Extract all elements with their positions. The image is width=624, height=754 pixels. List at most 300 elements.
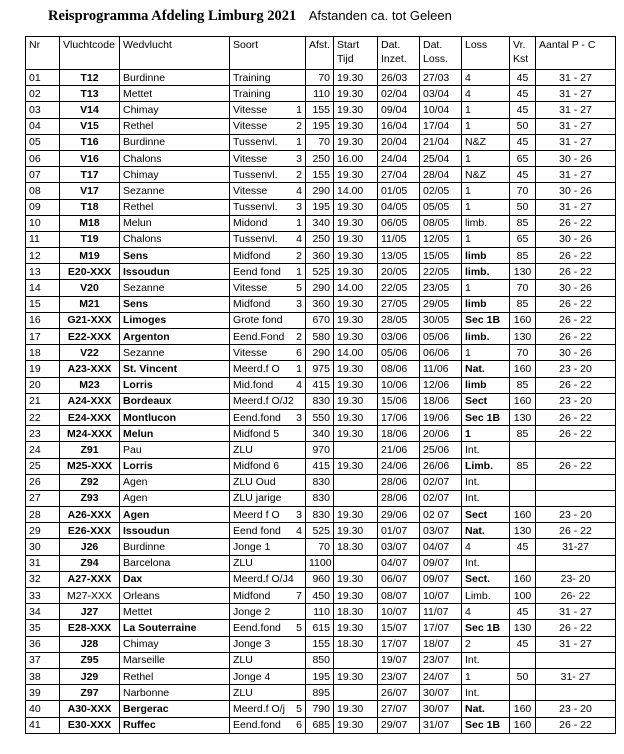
soort-label: ZLU	[233, 443, 253, 456]
soort-label: Vitesse	[233, 120, 268, 133]
cell-vluchtcode: M27-XXX	[60, 588, 120, 604]
cell-dat-loss: 31/07	[420, 717, 462, 733]
cell-wedvlucht: Pau	[120, 442, 230, 458]
cell-wedvlucht: Burdinne	[120, 70, 230, 86]
cell-dat-loss: 02/07	[420, 490, 462, 506]
cell-aantal: 26- 22	[536, 588, 616, 604]
cell-dat-loss: 28/04	[420, 167, 462, 183]
cell-aantal: 31 - 27	[536, 636, 616, 652]
soort-label: Tussenvl.	[233, 136, 278, 149]
table-row	[26, 717, 616, 733]
cell-dat-inzet: 06/05	[378, 215, 420, 231]
cell-aantal: 26 - 22	[536, 264, 616, 280]
cell-vr-kst: 50	[510, 668, 536, 684]
cell-vr-kst: 100	[510, 588, 536, 604]
cell-vr-kst	[510, 685, 536, 701]
col-vr-kst: Vr. Kst	[510, 37, 536, 70]
cell-dat-inzet: 04/05	[378, 199, 420, 215]
soort-number: 4	[296, 524, 302, 537]
cell-wedvlucht: Marseille	[120, 652, 230, 668]
col-dat-inzet: Dat. Inzet.	[378, 37, 420, 70]
cell-dat-inzet: 23/07	[378, 668, 420, 684]
cell-wedvlucht: La Souterraine	[120, 620, 230, 636]
cell-aantal	[536, 685, 616, 701]
cell-nr: 09	[26, 199, 60, 215]
cell-loss: Int.	[462, 474, 510, 490]
cell-afst: 195	[306, 199, 334, 215]
table-row	[26, 329, 616, 345]
cell-nr: 39	[26, 685, 60, 701]
cell-vluchtcode: M18	[60, 215, 120, 231]
cell-vr-kst: 85	[510, 215, 536, 231]
cell-vluchtcode: Z92	[60, 474, 120, 490]
cell-vluchtcode: V17	[60, 183, 120, 199]
table-row	[26, 150, 616, 166]
cell-dat-inzet: 16/04	[378, 118, 420, 134]
cell-dat-inzet: 24/06	[378, 458, 420, 474]
cell-vr-kst: 45	[510, 167, 536, 183]
table-row	[26, 102, 616, 118]
cell-nr: 31	[26, 555, 60, 571]
soort-label: Midfond	[233, 298, 271, 311]
cell-nr: 11	[26, 231, 60, 247]
cell-vr-kst: 45	[510, 636, 536, 652]
cell-vr-kst: 160	[510, 507, 536, 523]
cell-afst: 290	[306, 345, 334, 361]
cell-loss: limb.	[462, 215, 510, 231]
cell-wedvlucht: Limoges	[120, 312, 230, 328]
cell-wedvlucht: Melun	[120, 215, 230, 231]
cell-loss: Sec 1B	[462, 409, 510, 425]
cell-dat-inzet: 24/04	[378, 150, 420, 166]
cell-afst: 360	[306, 248, 334, 264]
cell-vr-kst	[510, 490, 536, 506]
cell-nr: 13	[26, 264, 60, 280]
soort-label: Meerd.f O	[233, 362, 280, 375]
cell-soort	[230, 555, 306, 571]
cell-start-tijd: 19.30	[334, 426, 378, 442]
soort-number: 2	[296, 330, 302, 343]
cell-dat-inzet: 13/05	[378, 248, 420, 264]
soort-label: Midfond	[233, 249, 271, 262]
cell-dat-inzet: 03/06	[378, 329, 420, 345]
cell-vr-kst: 45	[510, 134, 536, 150]
cell-soort	[230, 377, 306, 393]
cell-wedvlucht: Argenton	[120, 329, 230, 345]
cell-soort	[230, 636, 306, 652]
soort-label: Eend.fond	[233, 411, 281, 424]
table-row	[26, 377, 616, 393]
cell-aantal: 30 - 26	[536, 183, 616, 199]
cell-vluchtcode: A23-XXX	[60, 361, 120, 377]
cell-nr: 38	[26, 668, 60, 684]
cell-dat-loss: 02/07	[420, 474, 462, 490]
cell-dat-loss: 11/06	[420, 361, 462, 377]
cell-start-tijd: 19.30	[334, 588, 378, 604]
table-row	[26, 296, 616, 312]
cell-wedvlucht: Issoudun	[120, 264, 230, 280]
cell-start-tijd: 14.00	[334, 345, 378, 361]
soort-label: Vitesse	[233, 184, 268, 197]
cell-afst: 580	[306, 329, 334, 345]
cell-loss: 4	[462, 70, 510, 86]
cell-loss: 1	[462, 118, 510, 134]
table-row	[26, 571, 616, 587]
cell-vr-kst: 130	[510, 523, 536, 539]
cell-loss: Nat.	[462, 361, 510, 377]
cell-soort	[230, 118, 306, 134]
cell-nr: 32	[26, 571, 60, 587]
cell-wedvlucht: Chalons	[120, 150, 230, 166]
cell-dat-loss: 11/07	[420, 604, 462, 620]
table-row	[26, 199, 616, 215]
cell-nr: 24	[26, 442, 60, 458]
cell-dat-inzet: 29/07	[378, 717, 420, 733]
cell-aantal: 26 - 22	[536, 426, 616, 442]
cell-aantal: 31 - 27	[536, 70, 616, 86]
cell-vluchtcode: T12	[60, 70, 120, 86]
soort-label: Midfond 6	[233, 460, 280, 473]
cell-soort	[230, 361, 306, 377]
cell-soort	[230, 620, 306, 636]
cell-vr-kst: 85	[510, 426, 536, 442]
cell-dat-inzet: 27/07	[378, 701, 420, 717]
table-row	[26, 442, 616, 458]
cell-loss: N&Z	[462, 134, 510, 150]
soort-number: 2	[296, 249, 302, 262]
cell-afst: 830	[306, 490, 334, 506]
cell-dat-inzet: 27/05	[378, 296, 420, 312]
soort-label: Jonge 1	[233, 541, 271, 554]
cell-vr-kst: 45	[510, 86, 536, 102]
cell-soort	[230, 442, 306, 458]
cell-dat-loss: 30/07	[420, 701, 462, 717]
cell-start-tijd: 19.30	[334, 248, 378, 264]
cell-soort	[230, 685, 306, 701]
cell-loss: Sect.	[462, 571, 510, 587]
cell-aantal: 31 - 27	[536, 86, 616, 102]
cell-start-tijd: 18.30	[334, 636, 378, 652]
table-row	[26, 523, 616, 539]
cell-soort	[230, 426, 306, 442]
cell-start-tijd: 19.30	[334, 134, 378, 150]
cell-aantal: 26 - 22	[536, 458, 616, 474]
cell-loss: Sect	[462, 393, 510, 409]
cell-aantal: 26 - 22	[536, 620, 616, 636]
soort-label: Training	[233, 87, 271, 100]
cell-loss: 1	[462, 199, 510, 215]
cell-wedvlucht: Sezanne	[120, 280, 230, 296]
cell-soort	[230, 183, 306, 199]
cell-afst: 250	[306, 231, 334, 247]
cell-vr-kst: 45	[510, 539, 536, 555]
cell-nr: 08	[26, 183, 60, 199]
cell-dat-inzet: 09/04	[378, 102, 420, 118]
page-subtitle: Afstanden ca. tot Geleen	[308, 8, 452, 23]
cell-vr-kst: 70	[510, 280, 536, 296]
cell-afst: 155	[306, 636, 334, 652]
cell-nr: 05	[26, 134, 60, 150]
cell-start-tijd: 14.00	[334, 183, 378, 199]
cell-vr-kst: 45	[510, 604, 536, 620]
cell-vluchtcode: A30-XXX	[60, 701, 120, 717]
cell-wedvlucht: Burdinne	[120, 134, 230, 150]
cell-wedvlucht: Rethel	[120, 668, 230, 684]
soort-label: Midond	[233, 217, 268, 230]
cell-loss: 1	[462, 231, 510, 247]
soort-number: 2	[296, 120, 302, 133]
cell-nr: 41	[26, 717, 60, 733]
cell-afst: 250	[306, 150, 334, 166]
cell-soort	[230, 458, 306, 474]
cell-start-tijd: 19.30	[334, 361, 378, 377]
cell-vluchtcode: V20	[60, 280, 120, 296]
cell-loss: Sec 1B	[462, 717, 510, 733]
cell-dat-loss: 03/04	[420, 86, 462, 102]
cell-afst: 155	[306, 167, 334, 183]
table-row	[26, 86, 616, 102]
table-row	[26, 474, 616, 490]
cell-vluchtcode: Z97	[60, 685, 120, 701]
cell-dat-loss: 18/06	[420, 393, 462, 409]
table-row	[26, 215, 616, 231]
soort-label: Midfond	[233, 589, 271, 602]
cell-loss: limb.	[462, 264, 510, 280]
cell-start-tijd: 14.00	[334, 280, 378, 296]
cell-vr-kst: 70	[510, 345, 536, 361]
cell-afst: 615	[306, 620, 334, 636]
cell-vluchtcode: J26	[60, 539, 120, 555]
cell-wedvlucht: Mettet	[120, 604, 230, 620]
cell-nr: 21	[26, 393, 60, 409]
soort-label: Eend fond	[233, 265, 281, 278]
cell-start-tijd	[334, 474, 378, 490]
cell-soort	[230, 409, 306, 425]
cell-aantal	[536, 555, 616, 571]
soort-label: Meerd f O	[233, 508, 280, 521]
table-row	[26, 361, 616, 377]
cell-soort	[230, 345, 306, 361]
soort-number: 5	[296, 282, 302, 295]
soort-label: ZLU	[233, 557, 253, 570]
cell-aantal: 26 - 22	[536, 215, 616, 231]
soort-label: ZLU Oud	[233, 476, 276, 489]
cell-dat-inzet: 05/06	[378, 345, 420, 361]
cell-vluchtcode: T19	[60, 231, 120, 247]
cell-vluchtcode: A26-XXX	[60, 507, 120, 523]
cell-soort	[230, 215, 306, 231]
cell-vr-kst	[510, 442, 536, 458]
cell-soort	[230, 652, 306, 668]
cell-dat-inzet: 29/06	[378, 507, 420, 523]
cell-dat-inzet: 28/06	[378, 474, 420, 490]
soort-label: Vitesse	[233, 282, 268, 295]
cell-start-tijd: 19.30	[334, 312, 378, 328]
cell-vr-kst	[510, 474, 536, 490]
cell-afst: 195	[306, 668, 334, 684]
cell-start-tijd	[334, 652, 378, 668]
cell-dat-inzet: 21/06	[378, 442, 420, 458]
cell-vr-kst: 85	[510, 377, 536, 393]
soort-number: 1	[296, 217, 302, 230]
cell-start-tijd: 19.30	[334, 377, 378, 393]
cell-dat-loss: 08/05	[420, 215, 462, 231]
cell-afst: 970	[306, 442, 334, 458]
cell-soort	[230, 199, 306, 215]
table-row	[26, 280, 616, 296]
cell-soort	[230, 668, 306, 684]
cell-afst: 340	[306, 215, 334, 231]
cell-vr-kst: 160	[510, 312, 536, 328]
cell-vluchtcode: G21-XXX	[60, 312, 120, 328]
cell-dat-loss: 10/07	[420, 588, 462, 604]
cell-start-tijd: 19.30	[334, 620, 378, 636]
cell-vluchtcode: E22-XXX	[60, 329, 120, 345]
soort-number: 4	[296, 233, 302, 246]
table-row	[26, 312, 616, 328]
cell-nr: 33	[26, 588, 60, 604]
cell-vluchtcode: T13	[60, 86, 120, 102]
cell-nr: 01	[26, 70, 60, 86]
cell-aantal: 26 - 22	[536, 329, 616, 345]
cell-afst: 525	[306, 523, 334, 539]
soort-label: ZLU jarige	[233, 492, 282, 505]
cell-vr-kst: 45	[510, 102, 536, 118]
table-row	[26, 652, 616, 668]
cell-wedvlucht: Ruffec	[120, 717, 230, 733]
soort-number: 1	[296, 362, 302, 375]
cell-soort	[230, 231, 306, 247]
table-row	[26, 620, 616, 636]
cell-soort	[230, 717, 306, 733]
cell-afst: 290	[306, 183, 334, 199]
cell-wedvlucht: Agen	[120, 474, 230, 490]
cell-vluchtcode: Z94	[60, 555, 120, 571]
soort-label: Eend.fond	[233, 719, 281, 732]
cell-start-tijd	[334, 442, 378, 458]
cell-wedvlucht: Chalons	[120, 231, 230, 247]
cell-dat-inzet: 06/07	[378, 571, 420, 587]
cell-loss: 1	[462, 280, 510, 296]
cell-afst: 895	[306, 685, 334, 701]
cell-vluchtcode: Z95	[60, 652, 120, 668]
cell-wedvlucht: Barcelona	[120, 555, 230, 571]
cell-vluchtcode: J28	[60, 636, 120, 652]
cell-wedvlucht: Montlucon	[120, 409, 230, 425]
cell-start-tijd: 19.30	[334, 668, 378, 684]
cell-soort	[230, 312, 306, 328]
cell-aantal: 23- 20	[536, 571, 616, 587]
table-row	[26, 588, 616, 604]
cell-dat-inzet: 20/05	[378, 264, 420, 280]
cell-vluchtcode: A27-XXX	[60, 571, 120, 587]
soort-label: Vitesse	[233, 103, 268, 116]
cell-aantal: 23 - 20	[536, 393, 616, 409]
cell-soort	[230, 523, 306, 539]
cell-vluchtcode: M21	[60, 296, 120, 312]
cell-dat-inzet: 17/06	[378, 409, 420, 425]
cell-nr: 30	[26, 539, 60, 555]
cell-dat-loss: 12/05	[420, 231, 462, 247]
cell-dat-loss: 25/06	[420, 442, 462, 458]
cell-nr: 34	[26, 604, 60, 620]
cell-loss: 1	[462, 102, 510, 118]
cell-dat-inzet: 27/04	[378, 167, 420, 183]
cell-vluchtcode: E28-XXX	[60, 620, 120, 636]
cell-vluchtcode: M25-XXX	[60, 458, 120, 474]
cell-nr: 12	[26, 248, 60, 264]
cell-start-tijd: 19.30	[334, 393, 378, 409]
cell-dat-loss: 15/05	[420, 248, 462, 264]
cell-loss: 1	[462, 183, 510, 199]
cell-dat-inzet: 10/07	[378, 604, 420, 620]
cell-vluchtcode: Z91	[60, 442, 120, 458]
cell-loss: 4	[462, 539, 510, 555]
cell-nr: 02	[26, 86, 60, 102]
cell-dat-inzet: 18/06	[378, 426, 420, 442]
soort-number: 3	[296, 508, 302, 521]
cell-dat-inzet: 02/04	[378, 86, 420, 102]
cell-vr-kst: 85	[510, 248, 536, 264]
soort-label: Eend fond	[233, 524, 281, 537]
cell-dat-loss: 24/07	[420, 668, 462, 684]
cell-start-tijd: 19.30	[334, 86, 378, 102]
cell-vr-kst: 70	[510, 183, 536, 199]
cell-wedvlucht: Sens	[120, 248, 230, 264]
cell-start-tijd: 19.30	[334, 167, 378, 183]
cell-loss: 4	[462, 604, 510, 620]
cell-dat-inzet: 11/05	[378, 231, 420, 247]
soort-label: Meerd.f O/j	[233, 702, 285, 715]
cell-start-tijd	[334, 685, 378, 701]
cell-wedvlucht: Agen	[120, 507, 230, 523]
cell-wedvlucht: Orleans	[120, 588, 230, 604]
soort-number: 5	[296, 702, 302, 715]
table-row	[26, 118, 616, 134]
col-soort: Soort	[230, 37, 306, 70]
cell-nr: 19	[26, 361, 60, 377]
cell-nr: 28	[26, 507, 60, 523]
table-row	[26, 393, 616, 409]
cell-vr-kst: 130	[510, 409, 536, 425]
table-row	[26, 134, 616, 150]
cell-afst: 415	[306, 377, 334, 393]
cell-loss: 1	[462, 426, 510, 442]
cell-soort	[230, 70, 306, 86]
cell-dat-inzet: 01/05	[378, 183, 420, 199]
cell-loss: limb	[462, 248, 510, 264]
cell-wedvlucht: Burdinne	[120, 539, 230, 555]
cell-loss: Int.	[462, 555, 510, 571]
cell-nr: 07	[26, 167, 60, 183]
cell-loss: limb	[462, 296, 510, 312]
cell-vluchtcode: V15	[60, 118, 120, 134]
cell-aantal: 31 - 27	[536, 102, 616, 118]
cell-afst: 340	[306, 426, 334, 442]
cell-afst: 70	[306, 134, 334, 150]
cell-aantal: 26 - 22	[536, 248, 616, 264]
soort-number: 3	[296, 152, 302, 165]
cell-loss: Nat.	[462, 701, 510, 717]
table-row	[26, 426, 616, 442]
cell-vluchtcode: T16	[60, 134, 120, 150]
col-loss: Loss	[462, 37, 510, 70]
cell-aantal: 26 - 22	[536, 296, 616, 312]
cell-vluchtcode: E24-XXX	[60, 409, 120, 425]
cell-dat-inzet: 01/07	[378, 523, 420, 539]
table-row	[26, 701, 616, 717]
race-schedule-table	[25, 36, 616, 734]
